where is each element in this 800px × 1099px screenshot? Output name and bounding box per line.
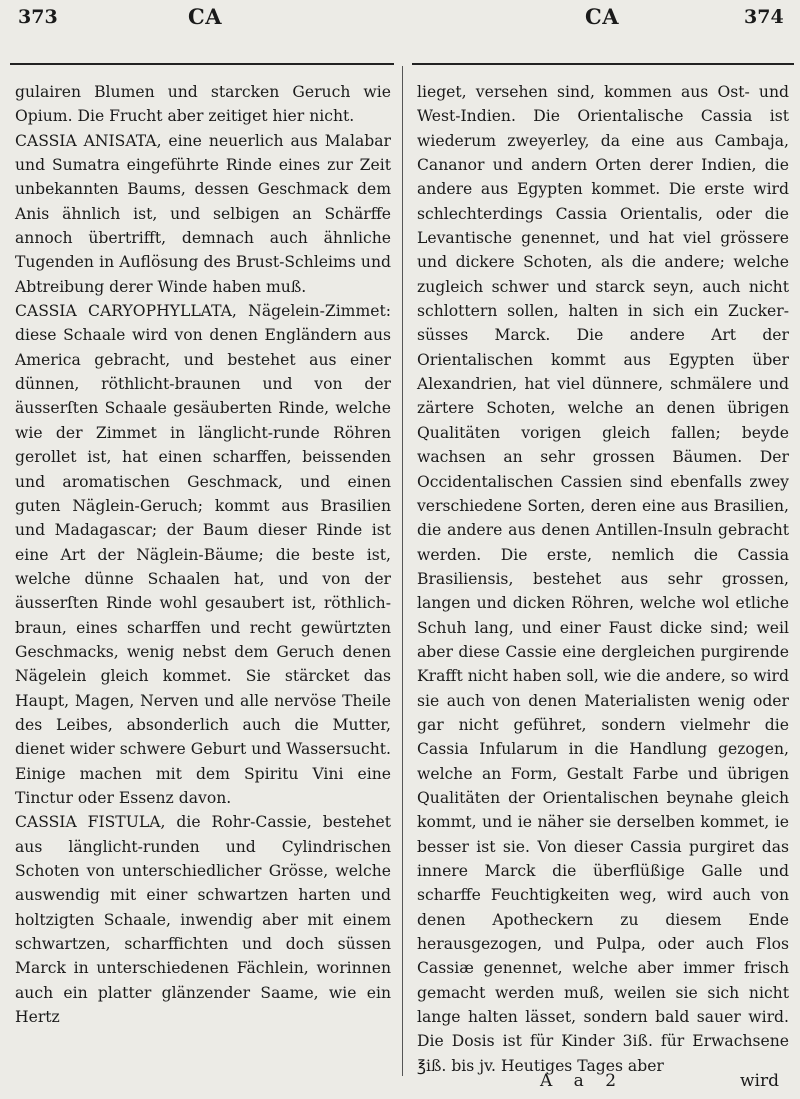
entry-cassia-anisata: CASSIA ANISATA, eine neuerlich aus Malabar und Sumatra eingeführte Rinde eines zur Zeit unbekannten Baums, dessen Geschmack dem Anis ähnlich ist, und selbigen an Schärffe annoch übertrifft, demnach auch ähnliche Tugenden in Auflösung des Brust-Schleims und Abtreibung derer Winde haben muß. xyxy=(15,131,391,296)
left-column xyxy=(15,80,391,1029)
right-running-head: CA xyxy=(585,4,620,29)
left-running-head: CA xyxy=(188,4,223,29)
entry-continuation: lieget, versehen sind, kommen aus Ost- und West-Indien. Die Orientalische Cassia ist wiederum zweyerley, da eine aus Cambaja, Cananor und andern Orten derer Indien, die andere aus Egypten kommet. Die erste wird schlechterdings Cassia Orientalis, oder die Levantische genennet, und hat viel grössere und dickere Schoten, als die andere; welche zugleich schwer und starck seyn, auch nicht schlottern sollen, halten in sich ein Zucker-süsses Marck. Die andere Art der Orientalischen kommt aus Egypten über Alexandrien, hat viel dünnere, schmälere und zärtere Schoten, welche an denen übrigen Qualitäten vorigen gleich fallen; beyde wachsen an sehr grossen Bäumen. Der Occidentalischen Cassien sind ebenfalls zwey verschiedene Sorten, deren eine aus Brasilien, die andere aus denen Antillen-Insuln gebracht werden. Die erste, nemlich die Cassia Brasiliensis, bestehet aus sehr grossen, langen und dicken Röhren, welche wol etliche Schuh lang, und einer Faust dicke sind; weil aber diese Cassie eine dergleichen purgirende Krafft nicht haben soll, wie die andere, so wird sie auch von denen Materialisten wenig oder gar nicht geführet, sondern vielmehr die Cassia Infularum in die Handlung gezogen, welche an Form, Gestalt Farbe und übrigen Qualitäten der Orientalischen beynahe gleich kommt, und ie näher sie derselben kommet, ie besser ist sie. Von dieser Cassia purgiret das innere Marck die überflüßige Galle und scharffe Feuchtigkeiten weg, wird auch von denen Apotheckern zu diesem Ende herausgezogen, und Pulpa, oder auch Flos Cassiæ genennet, welche aber immer frisch gemacht werden muß, weilen sie sich nicht lange halten lässet, sondern bald sauer wird. Die Dosis ist für Kinder 3iß. für Erwachsene ℥iß. bis jv. Heutiges Tages aber xyxy=(417,83,789,1075)
signature-mark: A a 2 xyxy=(540,1071,625,1091)
entry-paragraph: gulairen Blumen und starcken Geruch wie Opium. Die Frucht aber zeitiget hier nicht. xyxy=(15,83,391,126)
right-page-number: 374 xyxy=(744,6,784,28)
catchword: wird xyxy=(740,1071,779,1091)
header-rule-left xyxy=(10,63,394,65)
entry-cassia-fistula: CASSIA FISTULA, die Rohr-Cassie, bestehet aus länglicht-runden und Cylindrischen Schoten von unterschiedlicher Grösse, welche auswendig mit einer schwartzen harten und holtzigten Schaale, inwendig aber mit einem schwartzen, scharffichten und doch süssen Marck in unterschiedenen Fächlein, worinnen auch ein platter glänzender Saame, wie ein Hertz xyxy=(15,813,391,1027)
column-divider xyxy=(402,66,403,1076)
entry-cassia-caryophyllata: CASSIA CARYOPHYLLATA, Nägelein-Zimmet: diese Schaale wird von denen Engländern aus America gebracht, und bestehet aus einer dünnen, röthlicht-braunen und von der äusserſten Schaale gesäuberten Rinde, welche wie der Zimmet in länglicht-runde Röhren gerollet ist, hat einen scharffen, beissenden und aromatischen Geschmack, und einen guten Näglein-Geruch; kommt aus Brasilien und Madagascar; der Baum dieser Rinde ist eine Art der Näglein-Bäume; die beste ist, welche dünne Schaalen hat, und von der äusserſten Rinde wohl gesaubert ist, röthlich-braun, eines scharffen und recht gewürtzten Geschmacks, wenig nebst dem Geruch denen Nägelein gleich kommet. Sie stärcket das Haupt, Magen, Nerven und alle nervöse Theile des Leibes, absonderlich auch die Mutter, dienet wider schwere Geburt und Wassersucht. Einige machen mit dem Spiritu Vini eine Tinctur oder Essenz davon. xyxy=(15,302,391,807)
left-page-number: 373 xyxy=(18,6,58,28)
right-column xyxy=(417,80,789,1078)
header-rule-right xyxy=(412,63,794,65)
